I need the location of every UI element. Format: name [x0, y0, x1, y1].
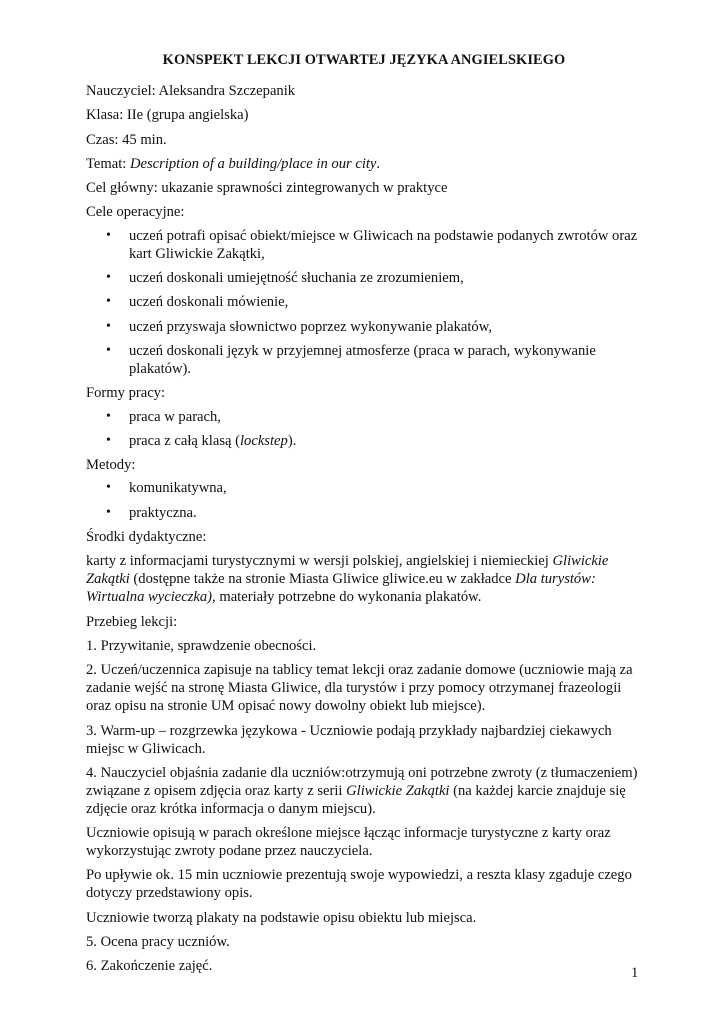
- objectives-heading: Cele operacyjne:: [86, 204, 185, 221]
- topic-end: .: [376, 155, 381, 172]
- objectives-list: [86, 227, 642, 378]
- document-body: [86, 82, 642, 982]
- list-item: • praca w parach,: [106, 408, 221, 425]
- step-3: 3. Warm-up – rozgrzewka językowa - Uczniowie podają przykłady najbardziej ciekawych miejsc w Gliwicach.: [86, 722, 612, 757]
- bullet-icon: •: [106, 504, 111, 520]
- aids-paragraph: karty z informacjami turystycznymi w wersji polskiej, angielskiej i niemieckiej Gliwickie Zakątki (dostępne także na stronie Miasta Gliwice gliwice.eu w zakładce Dla turystów: Wirtualna wycieczka), materiały potrzebne do wykonania plakatów.: [86, 553, 609, 606]
- step-4: 4. Nauczyciel objaśnia zadanie dla uczniów:otrzymują oni potrzebne zwroty (z tłumaczeniem) związane z opisem zdjęcia oraz karty z serii Gliwickie Zakątki (na każdej karcie znajduje się zdjęcie oraz krótka informacja o danym miejscu).: [86, 764, 638, 817]
- document-title: KONSPEKT LEKCJI OTWARTEJ JĘZYKA ANGIELSKIEGO: [162, 52, 566, 68]
- list-item: • uczeń przyswaja słownictwo poprzez wykonywanie plakatów,: [106, 318, 492, 335]
- methods-list: [86, 479, 642, 521]
- methods-heading: Metody:: [86, 457, 136, 474]
- bullet-icon: •: [106, 480, 111, 496]
- time-line: Czas: 45 min.: [86, 131, 167, 148]
- step-present-paragraph: Po upływie ok. 15 min uczniowie prezentują swoje wypowiedzi, a reszta klasy zgaduje czego dotyczy przedstawiony opis.: [86, 867, 632, 902]
- topic-value: Description of a building/place in our city: [129, 155, 377, 172]
- topic-label: Temat:: [86, 155, 130, 172]
- step-6: 6. Zakończenie zajęć.: [86, 958, 213, 975]
- main-goal-line: Cel główny: ukazanie sprawności zintegrowanych w praktyce: [86, 180, 448, 197]
- class-line: Klasa: IIe (grupa angielska): [86, 107, 249, 124]
- step-posters-paragraph: Uczniowie tworzą plakaty na podstawie opisu obiektu lub miejsca.: [86, 909, 477, 926]
- step-5: 5. Ocena pracy uczniów.: [86, 934, 230, 951]
- bullet-icon: •: [106, 342, 111, 358]
- list-item: • praca z całą klasą (lockstep).: [106, 432, 297, 449]
- step-pairs-paragraph: Uczniowie opisują w parach określone miejsce łącząc informacje turystyczne z karty oraz wykorzystując zwroty podane przez nauczyciela.: [86, 825, 611, 860]
- aids-heading: Środki dydaktyczne:: [86, 529, 207, 546]
- list-item: • uczeń doskonali umiejętność słuchania ze zrozumieniem,: [106, 270, 464, 287]
- bullet-icon: •: [106, 294, 111, 310]
- topic-line: [86, 155, 642, 173]
- work-forms-list: [86, 408, 642, 450]
- bullet-icon: •: [106, 408, 111, 424]
- list-item: • komunikatywna,: [106, 480, 227, 497]
- work-forms-heading: Formy pracy:: [86, 385, 166, 402]
- teacher-line: Nauczyciel: Aleksandra Szczepanik: [86, 83, 296, 99]
- bullet-icon: •: [106, 227, 111, 243]
- bullet-icon: •: [106, 270, 111, 286]
- bullet-icon: •: [106, 318, 111, 334]
- step-1: 1. Przywitanie, sprawdzenie obecności.: [86, 637, 317, 654]
- list-item: • uczeń doskonali mówienie,: [106, 294, 289, 311]
- list-item: • uczeń doskonali język w przyjemnej atmosferze (praca w parach, wykonywanie plakatów).: [106, 342, 596, 377]
- step-2: 2. Uczeń/uczennica zapisuje na tablicy temat lekcji oraz zadanie domowe (uczniowie mają za zadanie wejść na stronę Miasta Gliwice, dla turystów i przy pomocy otrzymanej frazeologii oraz opisu na stronie UM opisać nowy dowolny obiekt lub miejsce).: [86, 662, 633, 715]
- bullet-icon: •: [106, 432, 111, 448]
- list-item: • praktyczna.: [106, 504, 197, 521]
- procedure-heading: Przebieg lekcji:: [86, 613, 178, 630]
- page-number: 1: [631, 965, 639, 981]
- list-item: • uczeń potrafi opisać obiekt/miejsce w Gliwicach na podstawie podanych zwrotów oraz kart Gliwickie Zakątki,: [106, 227, 638, 262]
